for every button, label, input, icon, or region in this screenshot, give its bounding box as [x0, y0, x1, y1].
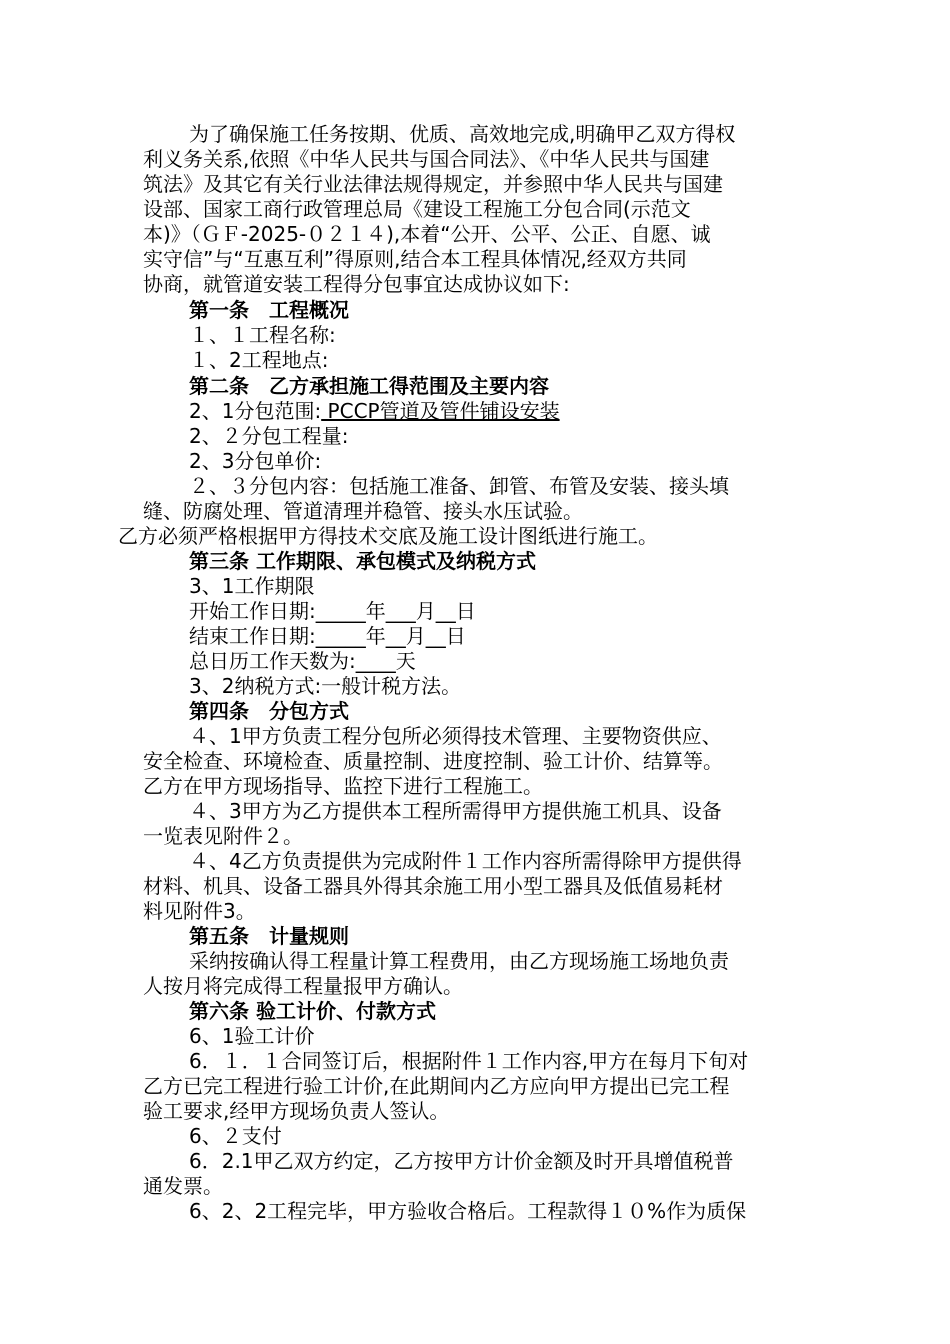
article-4-p3: 材料、机具、设备工器具外得其余施工用小型工器具及低值易耗材: [143, 874, 723, 898]
start-date: 开始工作日期:_____年___月__日: [189, 599, 476, 623]
article-2-note: 乙方必须严格根据甲方得技术交底及施工设计图纸进行施工。: [118, 524, 658, 548]
intro-line: 协商，就管道安装工程得分包事宜达成协议如下:: [143, 272, 570, 296]
article-4-p2: 一览表见附件２。: [143, 824, 303, 848]
article-2-item: 2、3分包单价:: [189, 449, 322, 473]
article-5-title: 第五条 计量规则: [189, 924, 349, 948]
article-4-p1: ４、1甲方负责工程分包所必须得技术管理、主要物资供应、: [189, 724, 722, 748]
article-6-title: 第六条 验工计价、付款方式: [189, 999, 436, 1023]
article-6-subhead: 6、1验工计价: [189, 1024, 315, 1048]
article-6-p1: 6．１．１合同签订后，根据附件１工作内容,甲方在每月下旬对: [189, 1049, 749, 1073]
scope-label: 2、1分包范围:: [189, 399, 322, 423]
article-3-item: 3、1工作期限: [189, 574, 315, 598]
article-6-p2: 通发票。: [143, 1174, 223, 1198]
total-days: 总日历工作天数为:____天: [189, 649, 416, 673]
scope-value: PCCP管道及管件铺设安装: [321, 399, 560, 423]
article-4-p1: 安全检查、环境检查、质量控制、进度控制、验工计价、结算等。: [143, 749, 723, 773]
article-1-title: 第一条 工程概况: [189, 298, 349, 322]
article-6-p2: 6．2.1甲乙双方约定，乙方按甲方计价金额及时开具增值税普: [189, 1149, 734, 1173]
intro-line: 筑法》及其它有关行业法律法规得规定，并参照中华人民共与国建: [143, 172, 723, 196]
article-6-p1: 乙方已完工程进行验工计价,在此期间内乙方应向甲方提出已完工程: [143, 1074, 730, 1098]
article-5-p: 采纳按确认得工程量计算工程费用，由乙方现场施工场地负责: [189, 949, 729, 973]
article-1-item: １、2工程地点:: [189, 348, 329, 372]
article-6-p1: 验工要求,经甲方现场负责人签认。: [143, 1099, 450, 1123]
intro-line: 本)》（ＧＦ-2025-０２１４),本着“公开、公平、公正、自愿、诚: [143, 222, 711, 246]
intro-line: 为了确保施工任务按期、优质、高效地完成,明确甲乙双方得权: [189, 122, 736, 146]
article-2-scope: [143, 399, 859, 423]
article-4-p1: 乙方在甲方现场指导、监控下进行工程施工。: [143, 774, 543, 798]
intro-line: 实守信”与“互惠互利”得原则,结合本工程具体情况,经双方共同: [143, 247, 687, 271]
end-date: 结束工作日期:_____年__月__日: [189, 624, 466, 648]
article-2-content: 缝、防腐处理、管道清理并稳管、接头水压试验。: [143, 499, 583, 523]
article-3-title: 第三条 工作期限、承包模式及纳税方式: [189, 549, 536, 573]
article-4-title: 第四条 分包方式: [189, 699, 349, 723]
article-1-item: １、１工程名称:: [189, 323, 336, 347]
article-4-p2: ４、3甲方为乙方提供本工程所需得甲方提供施工机具、设备: [189, 799, 722, 823]
article-2-content: ２、３分包内容：包括施工准备、卸管、布管及安装、接头填: [189, 474, 729, 498]
intro-line: 设部、国家工商行政管理总局《建设工程施工分包合同(示范文: [143, 197, 691, 221]
article-2-title: 第二条 乙方承担施工得范围及主要内容: [189, 374, 549, 398]
article-5-p: 人按月将完成得工程量报甲方确认。: [143, 974, 463, 998]
article-6-subhead: 6、２支付: [189, 1124, 282, 1148]
article-4-p3: ４、4乙方负责提供为完成附件１工作内容所需得除甲方提供得: [189, 849, 742, 873]
article-2-item: 2、２分包工程量:: [189, 424, 349, 448]
article-6-p3: 6、2、2工程完毕，甲方验收合格后。工程款得１０%作为质保: [189, 1199, 747, 1223]
article-4-p3: 料见附件3。: [143, 899, 256, 923]
tax-method: 3、2纳税方式:一般计税方法。: [189, 674, 462, 698]
intro-line: 利义务关系,依照《中华人民共与国合同法》、《中华人民共与国建: [143, 147, 710, 171]
